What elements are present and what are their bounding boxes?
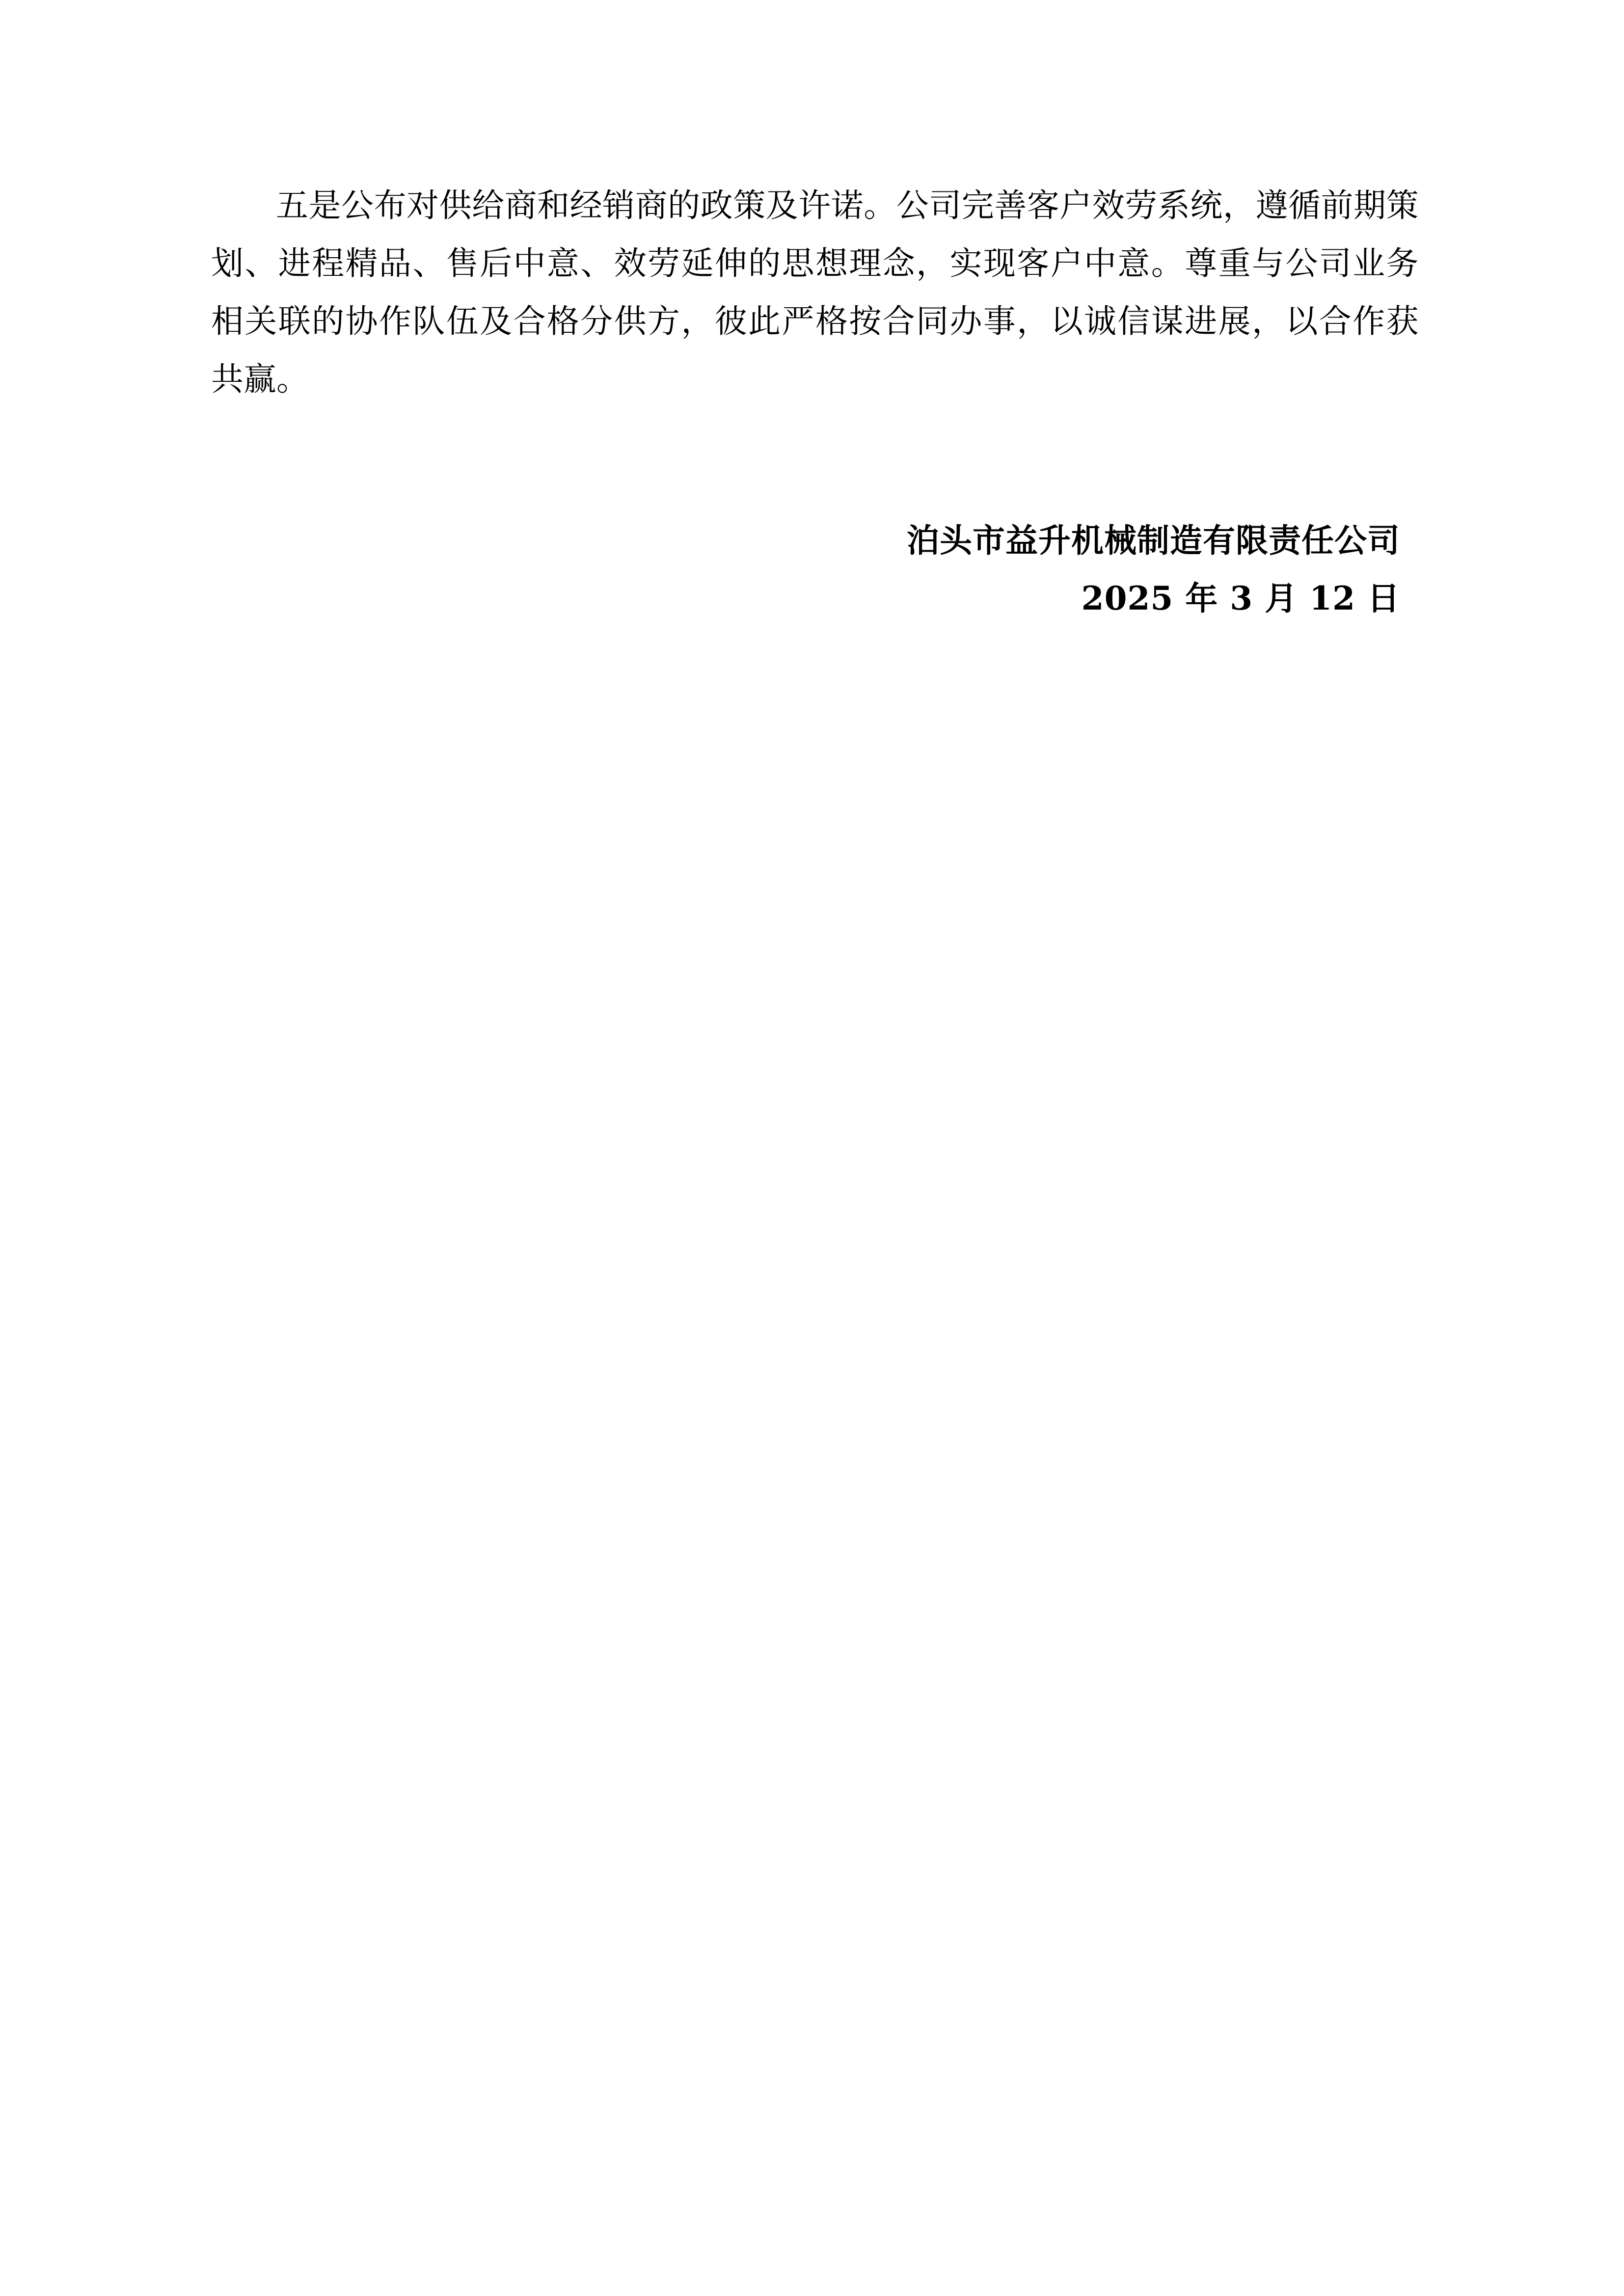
body-paragraph: 五是公布对供给商和经销商的政策及许诺。公司完善客户效劳系统，遵循前期策划、进程精品、售后中意、效劳延伸的思想理念，实现客户中意。尊重与公司业务相关联的协作队伍及合格分供方，彼此严格按合同办事，以诚信谋进展，以合作获共赢。 <box>211 187 1419 398</box>
document-content <box>211 177 1419 627</box>
signature-block <box>211 511 1419 627</box>
signature-date: 2025 年 3 月 12 日 <box>1081 579 1400 617</box>
signature-company: 泊头市益升机械制造有限责任公司 <box>907 521 1400 560</box>
